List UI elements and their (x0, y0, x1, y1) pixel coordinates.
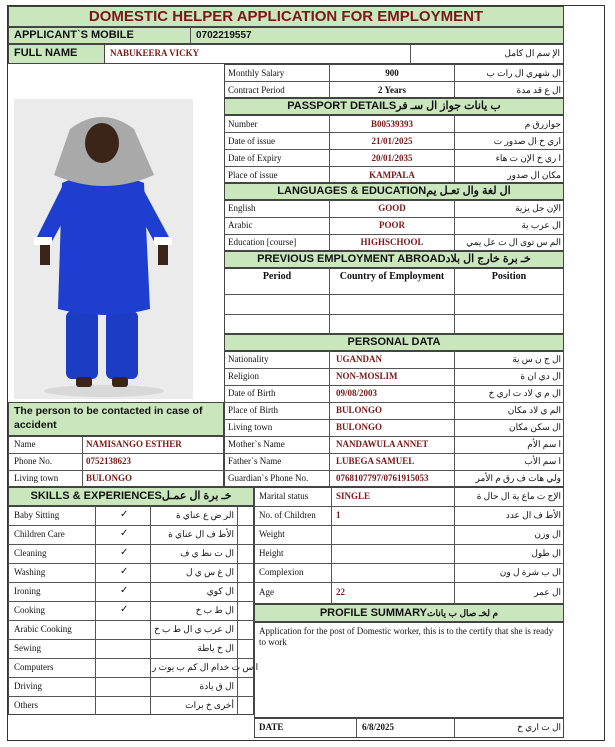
date-value: 6/8/2025 (362, 722, 395, 732)
living-town-arabic: ال سكن مكان (508, 422, 561, 432)
children-count-arabic: الأط ف ال عدد (505, 510, 561, 520)
children-count-value: 1 (336, 510, 341, 520)
mother-name-label: Mother`s Name (228, 439, 285, 449)
guardian-phone-label: Guardian`s Phone No. (228, 473, 309, 483)
skill-arabic-cooking-arabic: ال عرب ي ال ط ب خ (153, 624, 234, 634)
education-arabic: الم س توى ال ت عل يمي (466, 237, 561, 247)
mother-name-arabic: ا سم الأم (527, 439, 561, 449)
skill-computers: Computers (14, 662, 54, 672)
religion-label: Religion (228, 371, 259, 381)
education-value: HIGHSCHOOL (360, 237, 424, 247)
skill-ironing-arabic: ال كوي (206, 586, 234, 596)
weight-arabic: ال وزن (534, 529, 561, 539)
skill-cleaning: Cleaning (14, 548, 47, 558)
languages-heading: LANGUAGES & EDUCATIONال لغة وال تعـل يم (277, 185, 511, 197)
place-of-birth-label: Place of Birth (228, 405, 278, 415)
father-name-arabic: ا سم الأب (524, 456, 561, 466)
skill-sewing-arabic: ال خ ياطة (197, 643, 234, 653)
place-of-birth-value: BULONGO (336, 405, 383, 415)
english-value: GOOD (378, 203, 406, 213)
skill-baby-sitting-arabic: الر ض ع عناي ة (175, 510, 234, 520)
english-label: English (228, 203, 256, 213)
skill-washing: Washing (14, 567, 46, 577)
skill-arabic-cooking: Arabic Cooking (14, 624, 72, 634)
salary-arabic: ال شهري ال رات ب (486, 68, 561, 78)
place-of-issue-arabic: مكان ال صدور (507, 170, 561, 180)
contract-period-value: 2 Years (378, 85, 406, 95)
contact-name-value: NAMISANGO ESTHER (86, 439, 182, 449)
guardian-phone-arabic: ولي هات ف رق م الأمر (475, 473, 561, 483)
dob-arabic: ال م ي لاد ت اري خ (488, 388, 561, 398)
living-town-label: Living town (228, 422, 273, 432)
guardian-phone-value: 0768107797/0761915053 (336, 473, 429, 483)
column-period: Period (262, 271, 292, 282)
age-value: 22 (336, 587, 345, 597)
column-country: Country of Employment (339, 271, 445, 282)
complexion-label: Complexion (259, 567, 304, 577)
religion-value: NON-MOSLIM (336, 371, 398, 381)
check-icon: ✓ (120, 585, 129, 596)
passport-number-arabic: جوازرق م (524, 119, 561, 129)
skill-others-arabic: أخرى خ برات (185, 700, 234, 710)
skill-driving: Driving (14, 681, 42, 691)
place-of-issue-label: Place of issue (228, 170, 278, 180)
check-icon: ✓ (120, 566, 129, 577)
skills-heading: SKILLS & EXPERIENCESخـ برة ال عمـل (30, 490, 232, 502)
marital-status-label: Marital status (259, 491, 309, 501)
column-position: Position (491, 271, 527, 282)
contract-period-label: Contract Period (228, 85, 285, 95)
personal-data-heading: PERSONAL DATA (347, 336, 441, 348)
full-name-value: NABUKEERA VICKY (110, 48, 200, 58)
skill-children-care-arabic: الأط ف ال عناي ة (168, 529, 234, 539)
issue-date-label: Date of issue (228, 136, 275, 146)
place-of-birth-arabic: الم ي لاد مكان (507, 405, 561, 415)
contact-heading: The person to be contacted in case of accident (14, 405, 203, 431)
dob-label: Date of Birth (228, 388, 276, 398)
education-label: Education [course] (228, 237, 297, 247)
expiry-date-arabic: ا ري خ الإن ت هاء (495, 153, 561, 163)
nationality-label: Nationality (228, 354, 269, 364)
mother-name-value: NANDAWULA ANNET (336, 439, 429, 449)
date-label: DATE (259, 722, 284, 732)
issue-date-arabic: اري خ ال صدور ت (493, 136, 561, 146)
contact-name-label: Name (14, 439, 36, 449)
nationality-value: UGANDAN (336, 354, 382, 364)
expiry-date-value: 20/01/2035 (371, 153, 413, 163)
dob-value: 09/08/2003 (336, 388, 378, 398)
skill-ironing: Ironing (14, 586, 41, 596)
mobile-value: 0702219557 (196, 30, 252, 41)
passport-number-label: Number (228, 119, 258, 129)
contact-town-label: Living town (14, 473, 59, 483)
complexion-arabic: ال ب شرة ل ون (499, 567, 561, 577)
skill-driving-arabic: ال ق يادة (199, 681, 234, 691)
salary-label: Monthly Salary (228, 68, 285, 78)
arabic-value: POOR (379, 220, 405, 230)
contact-town-value: BULONGO (86, 473, 133, 483)
passport-heading: PASSPORT DETAILSب يانات جواز ال سـ فر (287, 100, 501, 112)
skill-washing-arabic: ال غ س ي ل (186, 567, 234, 577)
skill-cooking: Cooking (14, 605, 46, 615)
father-name-value: LUBEGA SAMUEL (336, 456, 415, 466)
applicant-photo (14, 99, 193, 399)
profile-text: Application for the post of Domestic worker, this is to the certify that she is ready to work (259, 626, 554, 647)
father-name-label: Father`s Name (228, 456, 282, 466)
height-label: Height (259, 548, 284, 558)
issue-date-value: 21/01/2025 (371, 136, 413, 146)
english-arabic: الإن جل يزية (515, 203, 561, 213)
date-arabic: ال ت اري خ (517, 722, 561, 732)
passport-number-value: B00539393 (370, 119, 413, 129)
contract-period-arabic: ال ع قد مدة (516, 85, 561, 95)
full-name-arabic: الإ سم ال كامل (504, 48, 560, 58)
skill-children-care: Children Care (14, 529, 65, 539)
skill-cooking-arabic: ال ط ب خ (195, 605, 234, 615)
full-name-label: FULL NAME (14, 47, 78, 59)
weight-label: Weight (259, 529, 285, 539)
skill-cleaning-arabic: ال ت نظ ي ف (180, 548, 234, 558)
form-title: DOMESTIC HELPER APPLICATION FOR EMPLOYMENT (88, 8, 484, 25)
arabic-arabic: ال عرب ية (521, 220, 561, 230)
skill-baby-sitting: Baby Sitting (14, 510, 60, 520)
check-icon: ✓ (120, 604, 129, 615)
profile-heading: PROFILE SUMMARYم لخـ صال ب يانات (319, 607, 499, 619)
contact-phone-value: 0752138623 (86, 456, 131, 466)
expiry-date-label: Date of Expiry (228, 153, 282, 163)
nationality-arabic: ال ج ن س ية (512, 354, 561, 364)
religion-arabic: ال دي ان ة (520, 371, 561, 381)
children-count-label: No. of Children (259, 510, 316, 520)
skill-computers-arabic: ا س ت خدام ال كم ب يوت ر (152, 662, 259, 672)
previous-employment-heading: PREVIOUS EMPLOYMENT ABROADخـ برة خارج ال بلاد (257, 253, 531, 265)
living-town-value: BULONGO (336, 422, 383, 432)
arabic-label: Arabic (228, 220, 253, 230)
mobile-label: APPLICANT`S MOBILE (14, 29, 134, 41)
marital-status-arabic: الإج ت ماع ية ال حال ة (476, 491, 561, 501)
marital-status-value: SINGLE (336, 491, 371, 501)
height-arabic: ال طول (531, 548, 561, 558)
age-arabic: ال عمر (534, 587, 561, 597)
contact-phone-label: Phone No. (14, 456, 52, 466)
skill-others: Others (14, 700, 38, 710)
check-icon: ✓ (120, 528, 129, 539)
check-icon: ✓ (120, 547, 129, 558)
place-of-issue-value: KAMPALA (369, 170, 415, 180)
age-label: Age (259, 587, 274, 597)
salary-value: 900 (385, 68, 399, 78)
skill-sewing: Sewing (14, 643, 41, 653)
check-icon: ✓ (120, 509, 129, 520)
